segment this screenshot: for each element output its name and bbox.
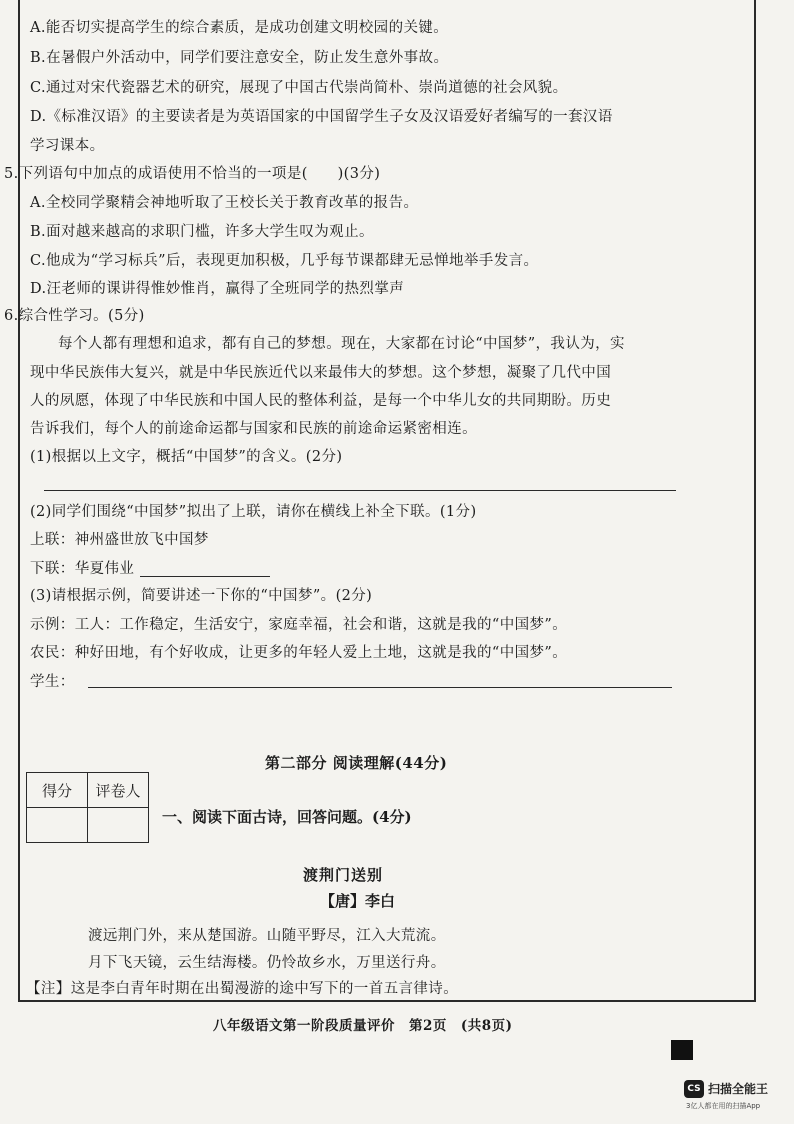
bleed-through-text <box>505 10 518 29</box>
reading-q1-title: 一、阅读下面古诗，回答问题。(4分) <box>162 808 412 826</box>
subquestion-3: (3)请根据示例，简要讲述一下你的“中国梦”。(2分) <box>30 588 373 604</box>
passage-line-1: 每个人都有理想和追求，都有自己的梦想。现在，大家都在讨论“中国梦”，我认为，实 <box>58 336 625 352</box>
q5-option-a: A.全校同学聚精会神地听取了王校长关于教育改革的报告。 <box>30 195 419 211</box>
q5-option-d: D.汪老师的课讲得惟妙惟肖，赢得了全班同学的热烈掌声 <box>30 281 405 297</box>
question-6: 6.综合性学习。(5分) <box>4 308 145 324</box>
poem-title: 渡荆门送别 <box>303 866 384 884</box>
score-table <box>26 772 149 843</box>
couplet-lower: 下联：华夏伟业 <box>30 561 135 577</box>
student-label: 学生： <box>30 674 75 690</box>
camscanner-logo-icon: CS <box>684 1080 704 1098</box>
page-footer: 八年级语文第一阶段质量评价 第2页 (共8页) <box>213 1018 513 1034</box>
poem-line-1: 渡远荆门外，来从楚国游。山随平野尽，江入大荒流。 <box>88 928 446 944</box>
passage-line-4: 告诉我们，每个人的前途命运都与国家和民族的前途命运紧密相连。 <box>30 421 477 437</box>
poem-line-2: 月下飞天镜，云生结海楼。仍怜故乡水，万里送行舟。 <box>88 955 446 971</box>
q4-option-c: C.通过对宋代瓷器艺术的研究，展现了中国古代崇尚简朴、崇尚道德的社会风貌。 <box>30 80 568 96</box>
passage-line-2: 现中华民族伟大复兴，就是中华民族近代以来最伟大的梦想。这个梦想，凝聚了几代中国 <box>30 365 612 381</box>
question-5: 5.下列语句中加点的成语使用不恰当的一项是( )(3分) <box>4 166 381 182</box>
scanner-app-name: 扫描全能王 <box>708 1082 769 1096</box>
poem-note: 【注】这是李白青年时期在出蜀漫游的途中写下的一首五言律诗。 <box>26 981 459 997</box>
subquestion-2: (2)同学们围绕“中国梦”拟出了上联，请你在横线上补全下联。(1分) <box>30 504 477 520</box>
part2-title: 第二部分 阅读理解(44分) <box>265 754 448 772</box>
passage-line-3: 人的夙愿，体现了中华民族和中国人民的整体利益，是每一个中华儿女的共同期盼。历史 <box>30 393 612 409</box>
answer-line-1[interactable] <box>44 490 676 491</box>
student-answer-line[interactable] <box>88 687 672 688</box>
registration-mark <box>671 1040 693 1060</box>
poem-author: 【唐】李白 <box>320 892 396 910</box>
subquestion-1: (1)根据以上文字，概括“中国梦”的含义。(2分) <box>30 449 343 465</box>
q5-option-c: C.他成为“学习标兵”后，表现更加积极，几乎每节课都肆无忌惮地举手发言。 <box>30 253 539 269</box>
q5-option-b: B.面对越来越高的求职门槛，许多大学生叹为观止。 <box>30 224 374 240</box>
grader-cell[interactable] <box>88 808 149 843</box>
q4-option-d-cont: 学习课本。 <box>30 138 105 154</box>
score-header: 得分 <box>27 773 88 808</box>
example-worker: 示例：工人：工作稳定，生活安宁，家庭幸福，社会和谐，这就是我的“中国梦”。 <box>30 617 568 633</box>
example-farmer: 农民：种好田地，有个好收成，让更多的年轻人爱上土地，这就是我的“中国梦”。 <box>30 645 568 661</box>
q4-option-a: A.能否切实提高学生的综合素质，是成功创建文明校园的关键。 <box>30 20 449 36</box>
couplet-upper: 上联：神州盛世放飞中国梦 <box>30 532 209 548</box>
scanner-tagline: 3亿人都在用的扫描App <box>686 1102 761 1110</box>
q4-option-b: B.在暑假户外活动中，同学们要注意安全，防止发生意外事故。 <box>30 50 449 66</box>
grader-header: 评卷人 <box>88 773 149 808</box>
q4-option-d: D.《标准汉语》的主要读者是为英语国家的中国留学生子女及汉语爱好者编写的一套汉语 <box>30 109 613 125</box>
score-cell[interactable] <box>27 808 88 843</box>
couplet-answer-line[interactable] <box>140 576 270 577</box>
